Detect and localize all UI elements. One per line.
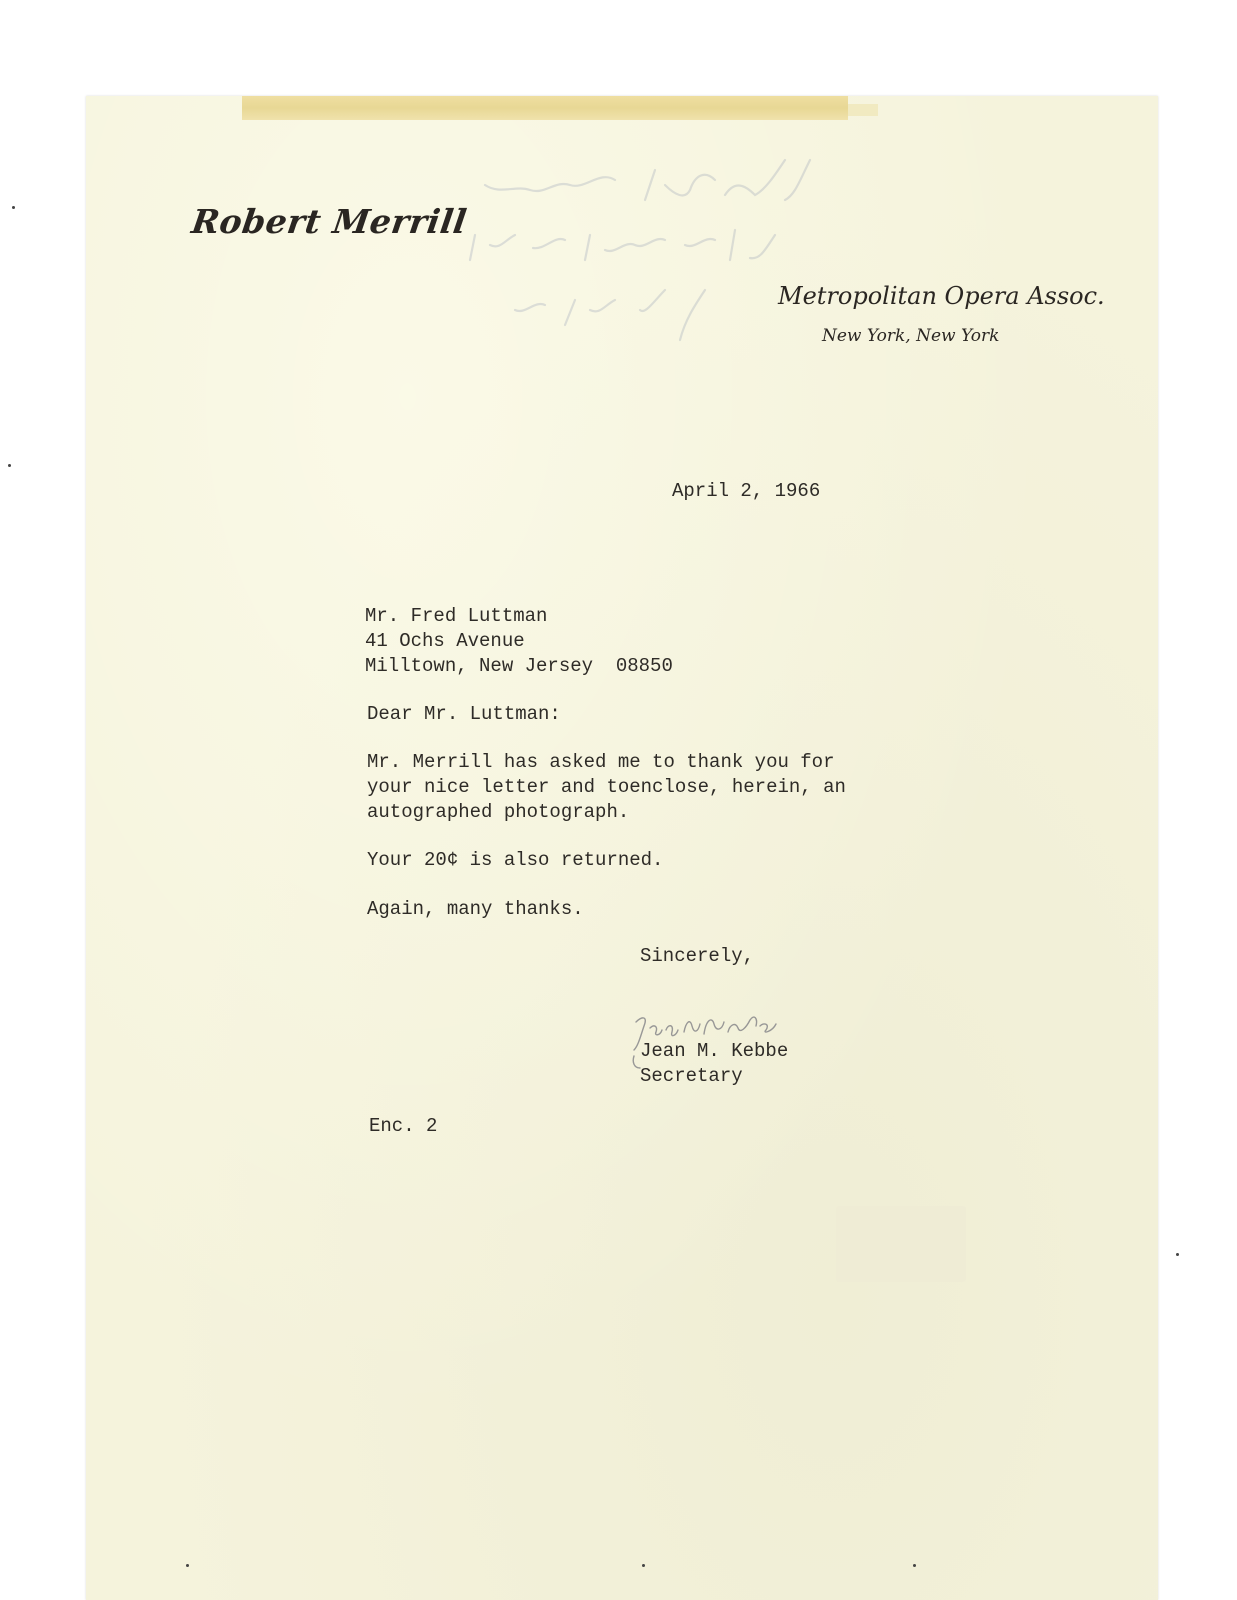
bleed-through-handwriting [415, 140, 835, 360]
dust-speck [12, 206, 15, 209]
letterhead-name: Robert Merrill [189, 202, 470, 241]
body-line: autographed photograph. [367, 801, 630, 823]
signer-name: Jean M. Kebbe [640, 1040, 789, 1062]
dust-speck [1176, 1253, 1179, 1256]
letterhead-organization: Metropolitan Opera Assoc. [778, 282, 1105, 310]
letterhead-city: New York, New York [822, 326, 1000, 346]
body-line: Your 20¢ is also returned. [367, 849, 664, 871]
dust-speck [186, 1564, 189, 1567]
dust-speck [642, 1564, 645, 1567]
signer-title: Secretary [640, 1065, 743, 1087]
dust-speck [8, 464, 11, 467]
closing: Sincerely, [640, 945, 755, 967]
body-line: Again, many thanks. [367, 898, 584, 920]
body-line: your nice letter and toenclose, herein, an [367, 776, 846, 798]
body-line: Mr. Merrill has asked me to thank you for [367, 751, 835, 773]
masking-tape-end [848, 104, 878, 116]
recipient-name: Mr. Fred Luttman [365, 605, 548, 627]
enclosure-note: Enc. 2 [369, 1115, 438, 1137]
letter-date: April 2, 1966 [672, 480, 821, 502]
masking-tape [242, 96, 848, 120]
recipient-street: 41 Ochs Avenue [365, 630, 525, 652]
dust-speck [913, 1564, 916, 1567]
salutation: Dear Mr. Luttman: [367, 703, 561, 725]
recipient-city: Milltown, New Jersey 08850 [365, 655, 673, 677]
paper-stain [836, 1206, 966, 1282]
